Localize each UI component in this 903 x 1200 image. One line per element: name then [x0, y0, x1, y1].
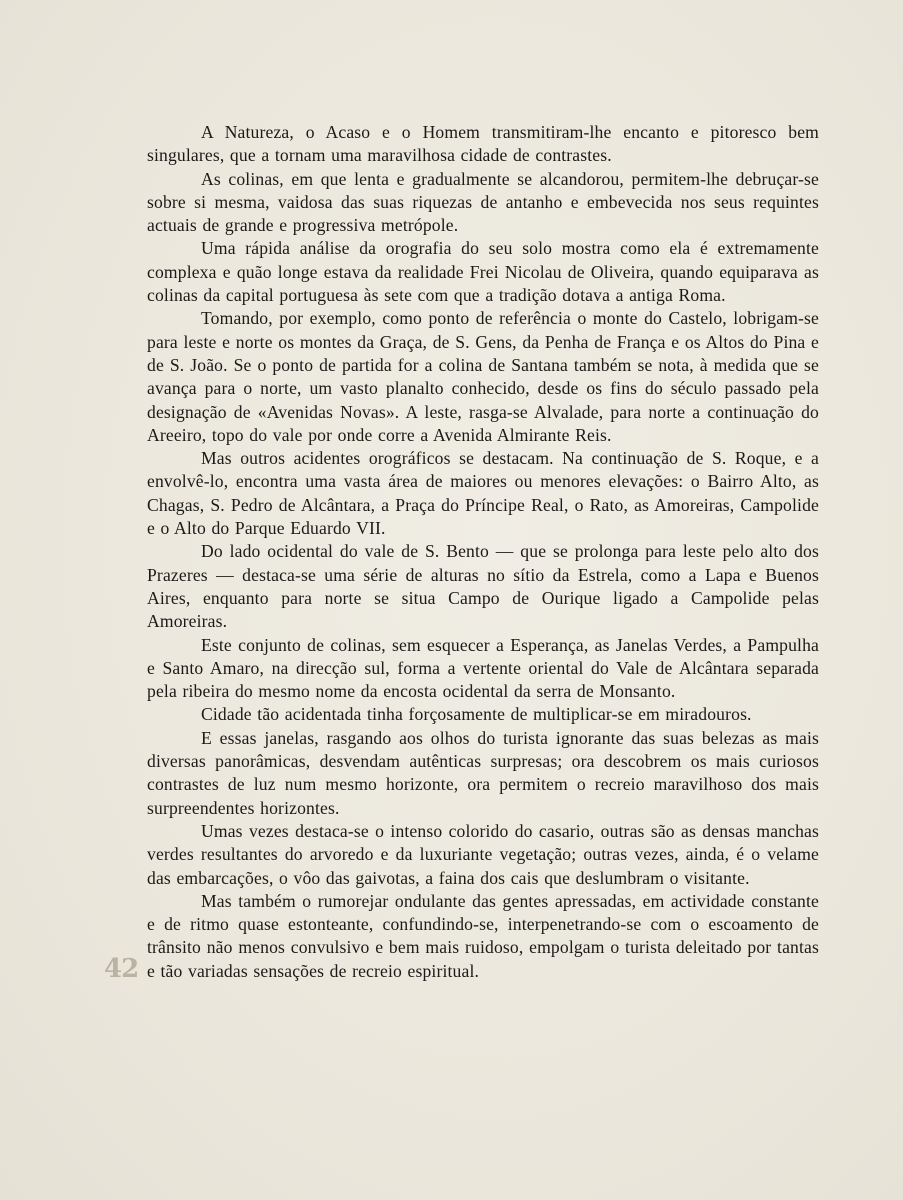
paragraph: Uma rápida análise da orografia do seu solo mostra como ela é extremamente complexa e quão longe estava da realidade Frei Nicolau de Oliveira, quando equiparava as colinas da capital portuguesa às sete com que a tradição dotava a antiga Roma.: [147, 238, 819, 306]
paragraph: Do lado ocidental do vale de S. Bento — que se prolonga para leste pelo alto dos Prazeres — destaca-se uma série de alturas no sítio da Estrela, como a Lapa e Buenos Aires, enquanto para norte se situa Campo de Ourique ligado a Campolide pelas Amoreiras.: [147, 541, 819, 632]
paragraph: E essas janelas, rasgando aos olhos do turista ignorante das suas belezas as mais diversas panorâmicas, desvendam autênticas surpresas; ora descobrem os mais curiosos contrastes de luz num mesmo horizonte, ora permitem o recreio maravilhoso dos mais surpreendentes horizontes.: [147, 727, 819, 818]
paragraph: Este conjunto de colinas, sem esquecer a Esperança, as Janelas Verdes, a Pampulha e Santo Amaro, na direcção sul, forma a vertente oriental do Vale de Alcântara separada pela ribeira do mesmo nome da encosta ocidental da serra de Monsanto.: [147, 634, 819, 702]
paragraph: Mas também o rumorejar ondulante das gentes apressadas, em actividade constante e de ritmo quase estonteante, confundindo-se, interpenetrando-se com o escoamento de trânsito não menos convulsivo e bem mais ruidoso, empolgam o turista deleitado por tantas e tão variadas sensações de recreio espiritual.: [147, 890, 819, 981]
page-number: 42: [104, 954, 139, 984]
paragraph: Mas outros acidentes orográficos se destacam. Na continuação de S. Roque, e a envolvê-lo, encontra uma vasta área de maiores ou menores elevações: o Bairro Alto, as Chagas, S. Pedro de Alcântara, a Praça do Príncipe Real, o Rato, as Amoreiras, Campolide e o Alto do Parque Eduardo VII.: [147, 448, 819, 539]
paragraph: Tomando, por exemplo, como ponto de referência o monte do Castelo, lobrigam-se para leste e norte os montes da Graça, de S. Gens, da Penha de França e os Altos do Pina e de S. João. Se o ponto de partida for a colina de Santana também se nota, à medida que se avança para o norte, um vasto planalto conhecido, desde os fins do século passado pela designação de «Avenidas Novas». A leste, rasga-se Alvalade, para norte a continuação do Areeiro, topo do vale por onde corre a Avenida Almirante Reis.: [147, 308, 819, 445]
paragraph: A Natureza, o Acaso e o Homem transmitiram-lhe encanto e pitoresco bem singulares, que a tornam uma maravilhosa cidade de contrastes.: [147, 122, 819, 166]
paragraph: Cidade tão acidentada tinha forçosamente de multiplicar-se em miradouros.: [201, 704, 752, 725]
paragraph: Umas vezes destaca-se o intenso colorido do casario, outras são as densas manchas verdes resultantes do arvoredo e da luxuriante vegetação; outras vezes, ainda, é o velame das embarcações, o vôo das gaivotas, a faina dos cais que deslumbram o visitante.: [147, 820, 819, 888]
paragraph: As colinas, em que lenta e gradualmente se alcandorou, permitem-lhe debruçar-se sobre si mesma, vaidosa das suas riquezas de antanho e embevecida nos seus requintes actuais de grande e progressiva metrópole.: [147, 168, 819, 236]
body-text: [147, 121, 819, 983]
